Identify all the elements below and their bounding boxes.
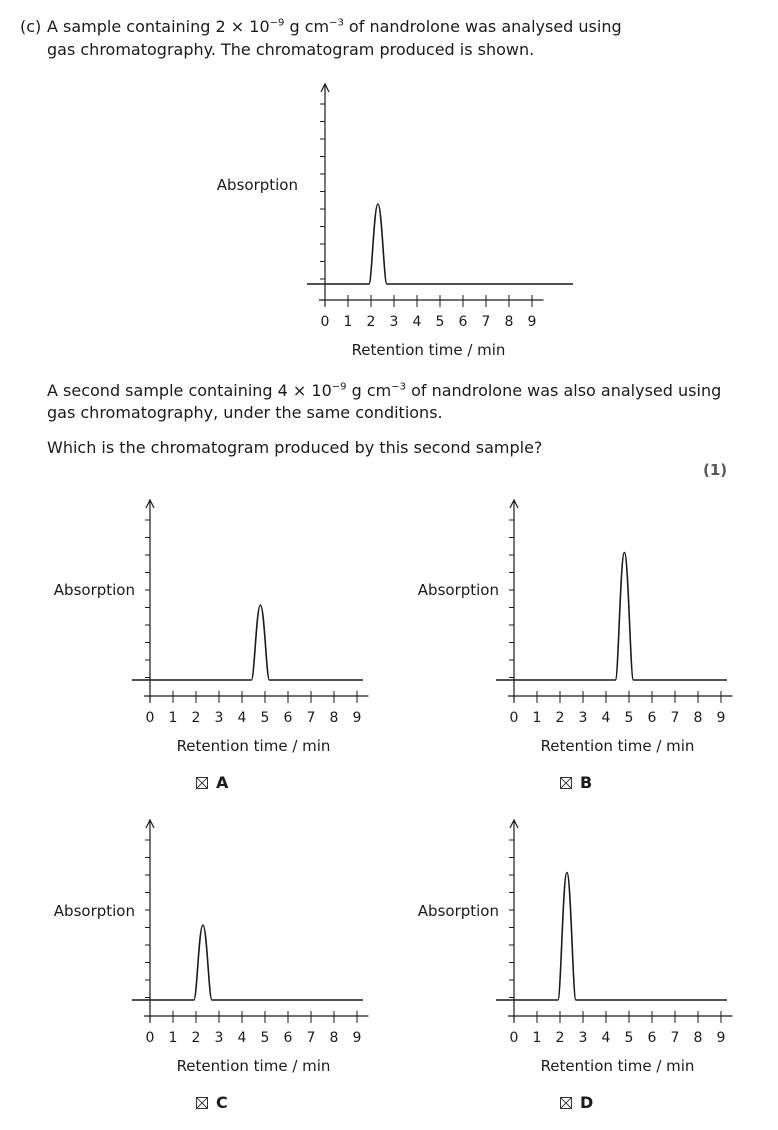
- chart-svg: [10, 814, 380, 1074]
- x-tick-label: 8: [693, 1030, 703, 1046]
- x-tick-label: 9: [527, 314, 537, 330]
- x-tick-label: 9: [352, 1030, 362, 1046]
- x-tick-label: 1: [168, 1030, 178, 1046]
- x-tick-label: 7: [670, 710, 680, 726]
- second-sample-line-2: gas chromatography, under the same conditions.: [47, 403, 443, 422]
- y-axis-label: Absorption: [53, 581, 135, 599]
- x-tick-label: 6: [283, 1030, 293, 1046]
- x-tick-label: 2: [191, 710, 201, 726]
- chart-svg: [10, 494, 380, 754]
- x-tick-label: 0: [509, 1030, 519, 1046]
- option-d-label: D: [580, 1093, 594, 1112]
- chart-option-a: [10, 494, 380, 754]
- x-tick-label: 1: [343, 314, 353, 330]
- x-axis-label: Retention time / min: [351, 341, 506, 359]
- chart-svg: [374, 494, 744, 754]
- x-tick-label: 3: [214, 710, 224, 726]
- option-c-label: C: [216, 1093, 228, 1112]
- chart-given: [190, 76, 590, 366]
- chart-option-d: [374, 814, 744, 1074]
- y-axis-label: Absorption: [417, 902, 499, 920]
- x-tick-label: 1: [168, 710, 178, 726]
- chromatogram-trace: [496, 553, 727, 681]
- x-tick-label: 3: [578, 1030, 588, 1046]
- x-tick-label: 3: [578, 710, 588, 726]
- x-tick-label: 6: [283, 710, 293, 726]
- option-b-label: B: [580, 773, 593, 792]
- x-tick-label: 5: [260, 1030, 270, 1046]
- x-tick-label: 0: [145, 1030, 155, 1046]
- intro-line-1: A sample containing $2 \times 10^{-9}$ g $cm^{-3}$ of nandrolone was analysed using: [47, 17, 622, 36]
- option-b[interactable]: [560, 773, 592, 792]
- x-tick-label: 5: [624, 1030, 634, 1046]
- chromatogram-trace: [307, 204, 573, 284]
- x-axis-label: Retention time / min: [540, 737, 695, 755]
- option-a-label: A: [216, 773, 229, 792]
- x-tick-label: 9: [716, 1030, 726, 1046]
- y-axis-label: Absorption: [417, 581, 499, 599]
- x-tick-label: 3: [214, 1030, 224, 1046]
- chart-svg: [374, 814, 744, 1074]
- option-a[interactable]: [196, 773, 228, 792]
- x-axis-label: Retention time / min: [540, 1057, 695, 1075]
- x-axis-label: Retention time / min: [176, 1057, 331, 1075]
- x-tick-label: 5: [624, 710, 634, 726]
- question-number: (c): [20, 17, 42, 36]
- intro-line-2: gas chromatography. The chromatogram produced is shown.: [47, 40, 535, 59]
- x-tick-label: 7: [306, 1030, 316, 1046]
- x-tick-label: 2: [555, 1030, 565, 1046]
- marks-indicator: (1): [703, 461, 728, 479]
- x-tick-label: 4: [601, 710, 611, 726]
- x-tick-label: 2: [555, 710, 565, 726]
- x-tick-label: 5: [435, 314, 445, 330]
- x-tick-label: 7: [481, 314, 491, 330]
- x-tick-label: 2: [366, 314, 376, 330]
- x-tick-label: 4: [237, 710, 247, 726]
- x-tick-label: 7: [306, 710, 316, 726]
- second-sample-line-1: A second sample containing $4 \times 10^{-9}$ g $cm^{-3}$ of nandrolone was also analysed using: [47, 381, 722, 400]
- x-tick-label: 6: [647, 1030, 657, 1046]
- x-tick-label: 5: [260, 710, 270, 726]
- x-tick-label: 6: [647, 710, 657, 726]
- x-tick-label: 0: [145, 710, 155, 726]
- question-prompt: Which is the chromatogram produced by this second sample?: [47, 438, 543, 457]
- x-tick-label: 8: [693, 710, 703, 726]
- option-d[interactable]: [560, 1093, 593, 1112]
- chart-option-b: [374, 494, 744, 754]
- chart-svg: [190, 76, 590, 366]
- checkbox-c[interactable]: [196, 1097, 208, 1109]
- question-label: [20, 16, 41, 38]
- x-tick-label: 2: [191, 1030, 201, 1046]
- x-tick-label: 1: [532, 1030, 542, 1046]
- x-tick-label: 8: [329, 710, 339, 726]
- x-axis-label: Retention time / min: [176, 737, 331, 755]
- x-tick-label: 4: [412, 314, 422, 330]
- checkbox-d[interactable]: [560, 1097, 572, 1109]
- chart-option-c: [10, 814, 380, 1074]
- x-tick-label: 1: [532, 710, 542, 726]
- x-tick-label: 9: [352, 710, 362, 726]
- x-tick-label: 8: [329, 1030, 339, 1046]
- option-c[interactable]: [196, 1093, 228, 1112]
- x-tick-label: 9: [716, 710, 726, 726]
- x-tick-label: 0: [320, 314, 330, 330]
- x-tick-label: 6: [458, 314, 468, 330]
- chromatogram-trace: [132, 925, 363, 1000]
- checkbox-a[interactable]: [196, 777, 208, 789]
- x-tick-label: 7: [670, 1030, 680, 1046]
- checkbox-b[interactable]: [560, 777, 572, 789]
- x-tick-label: 0: [509, 710, 519, 726]
- x-tick-label: 4: [237, 1030, 247, 1046]
- x-tick-label: 4: [601, 1030, 611, 1046]
- x-tick-label: 3: [389, 314, 399, 330]
- y-axis-label: Absorption: [53, 902, 135, 920]
- chromatogram-trace: [496, 873, 727, 1001]
- y-axis-label: Absorption: [216, 176, 298, 194]
- chromatogram-trace: [132, 605, 363, 680]
- x-tick-label: 8: [504, 314, 514, 330]
